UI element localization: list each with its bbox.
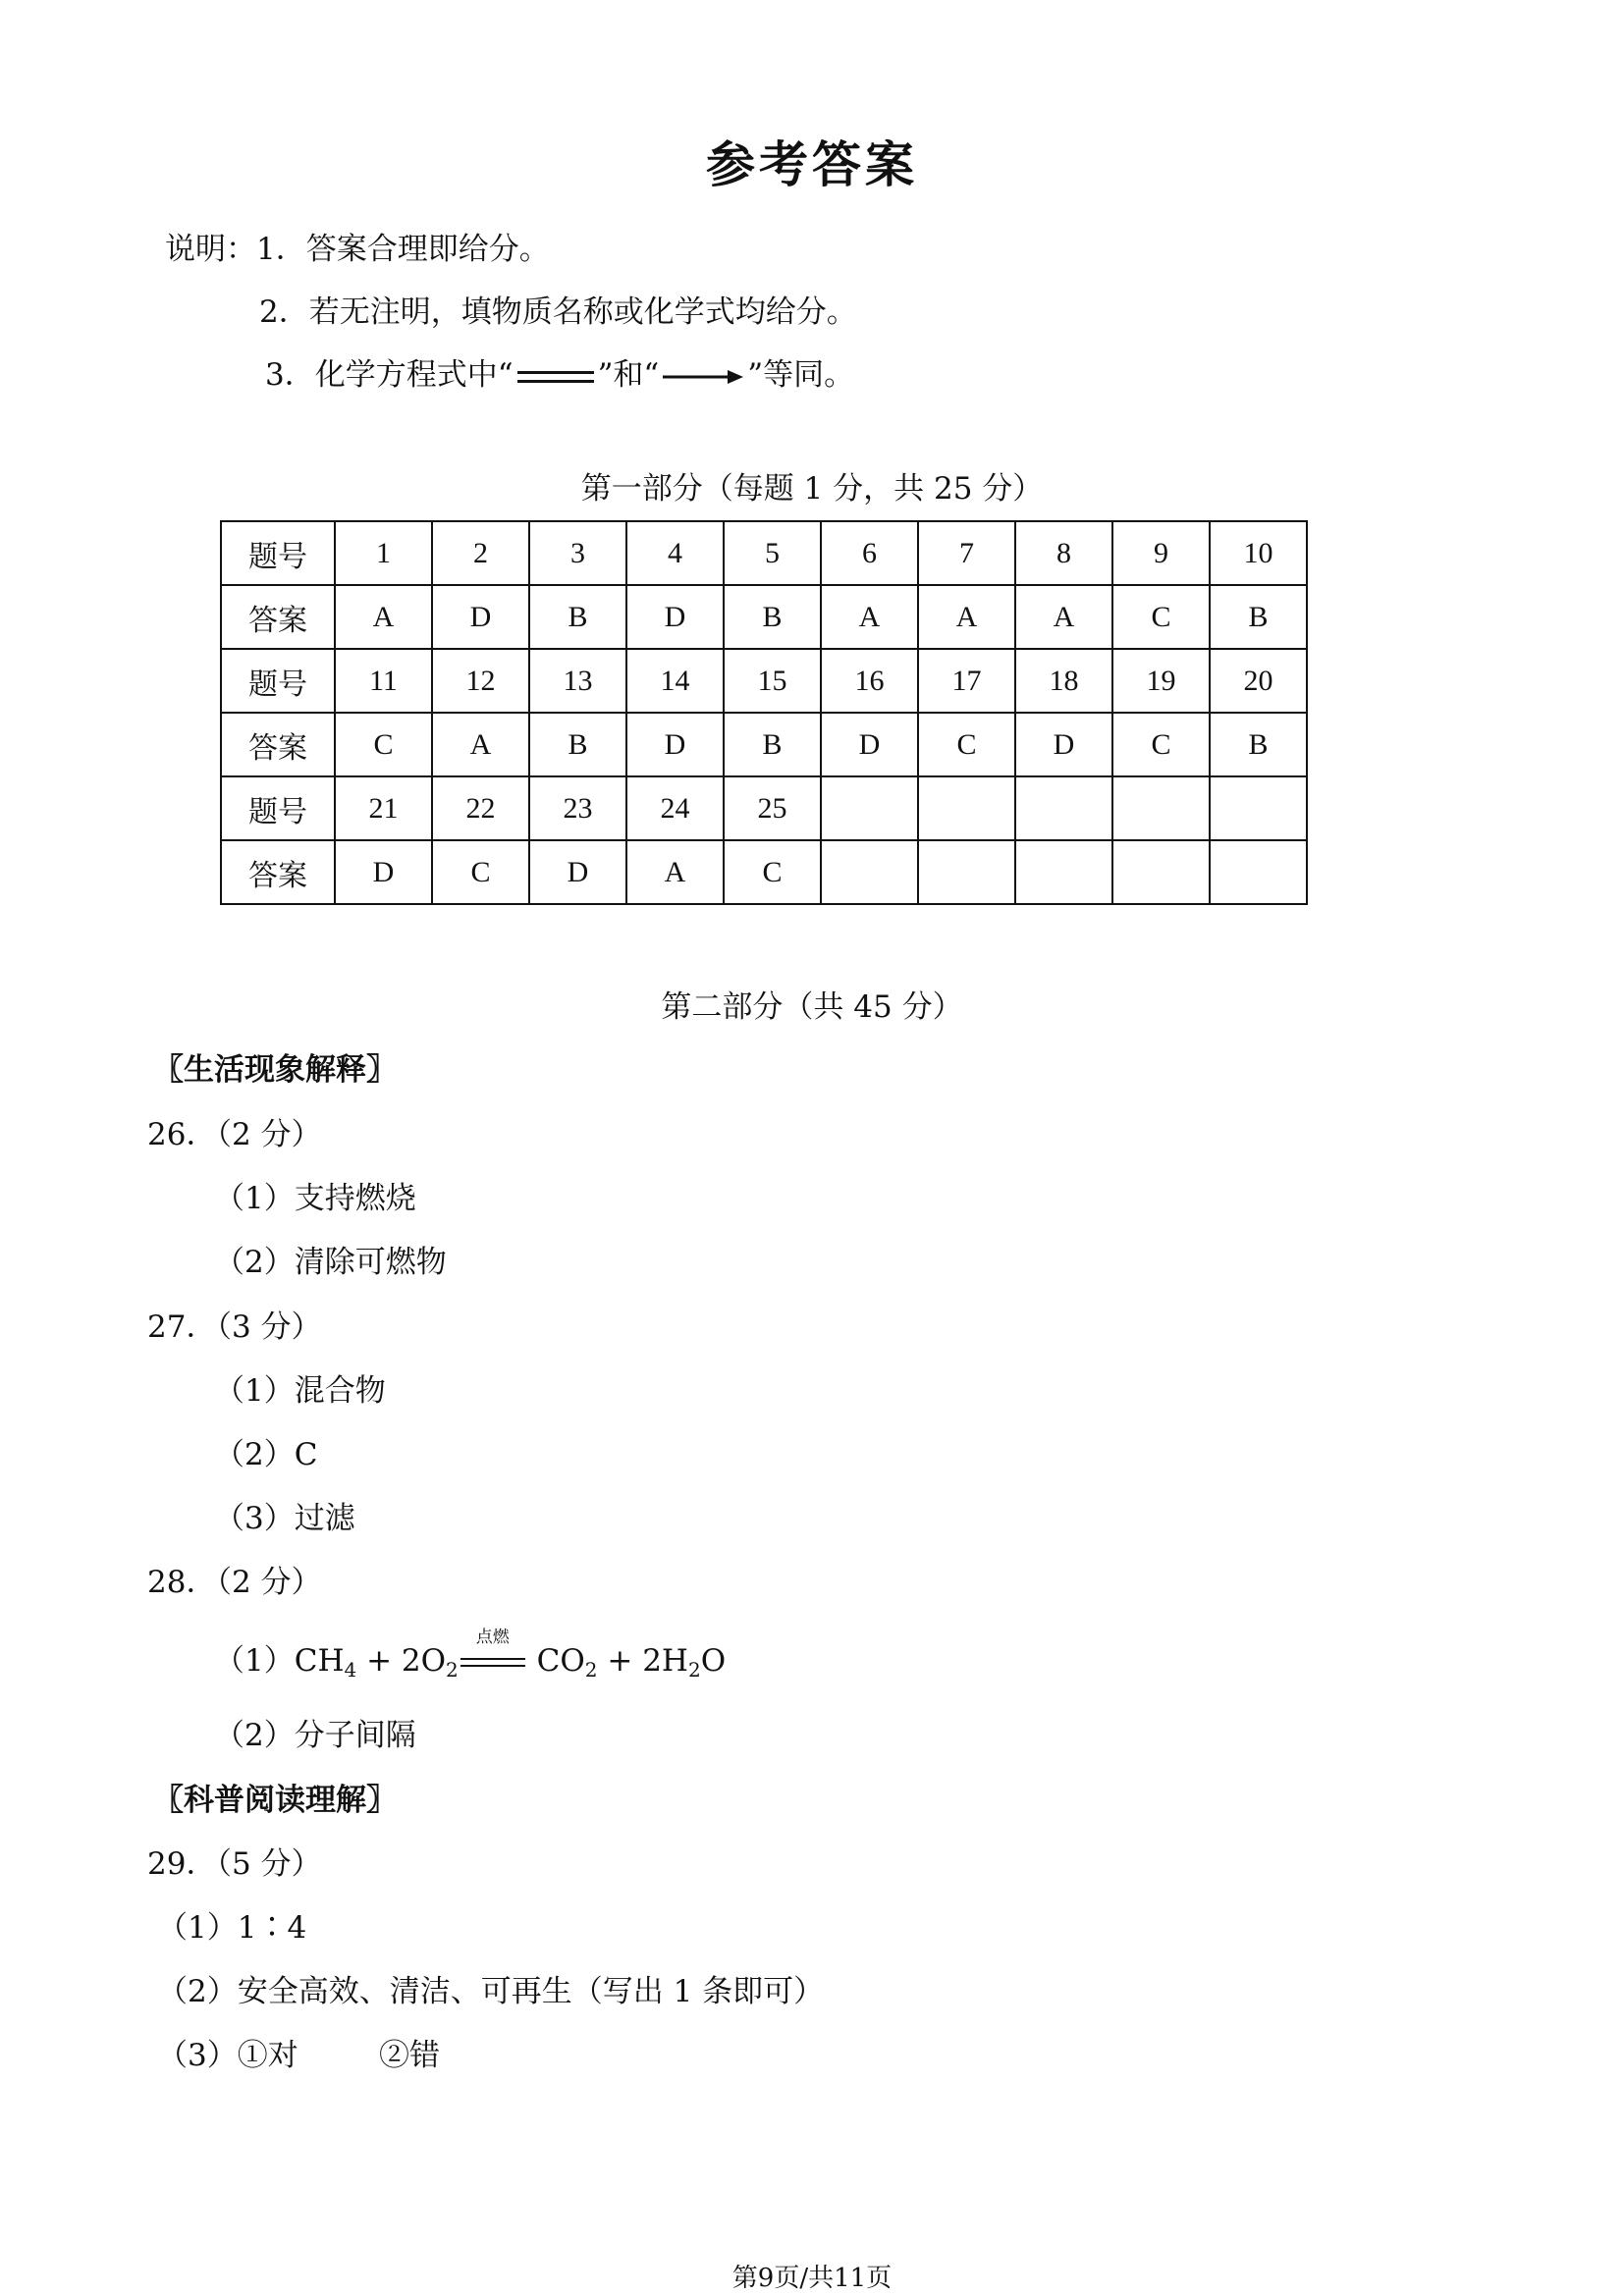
eq-o: O <box>700 1643 727 1679</box>
q28-answer-2: （2）分子间隔 <box>214 1718 416 1753</box>
part2-title: 第二部分（共 45 分） <box>661 989 963 1025</box>
question-cell: 17 <box>918 649 1015 713</box>
question-cell <box>1210 776 1307 840</box>
q26-header: 26．（2 分） <box>147 1117 322 1152</box>
question-cell: 22 <box>432 776 529 840</box>
note-1: 说明：1．答案合理即给分。 <box>165 232 550 267</box>
answer-cell: C <box>1112 713 1210 776</box>
q27-answer-3: （3）过滤 <box>214 1501 355 1536</box>
answer-cell: B <box>724 585 821 649</box>
page-title: 参考答案 <box>706 135 918 193</box>
answer-cell: D <box>335 840 432 904</box>
answer-cell: C <box>1112 585 1210 649</box>
condition-label: 点燃 <box>475 1627 510 1647</box>
answer-cell: B <box>529 585 626 649</box>
question-row-label: 题号 <box>221 521 335 585</box>
eq-sub-2c: 2 <box>687 1658 701 1682</box>
answer-cell: B <box>1210 585 1307 649</box>
section-life-phenomena: 〖生活现象解释〗 <box>153 1052 397 1088</box>
question-cell: 3 <box>529 521 626 585</box>
answer-cell: D <box>626 585 724 649</box>
answer-cell <box>1112 840 1210 904</box>
answer-cell: A <box>432 713 529 776</box>
question-cell: 20 <box>1210 649 1307 713</box>
answer-cell: A <box>626 840 724 904</box>
question-cell: 13 <box>529 649 626 713</box>
question-cell: 11 <box>335 649 432 713</box>
q27-answer-2: （2）C <box>214 1437 318 1472</box>
question-cell: 16 <box>821 649 918 713</box>
answer-row-label: 答案 <box>221 713 335 776</box>
equals-bars-icon <box>460 1658 525 1667</box>
q27-answer-1: （1）混合物 <box>214 1373 386 1409</box>
answer-cell: C <box>335 713 432 776</box>
q26-answer-2: （2）清除可燃物 <box>214 1245 447 1280</box>
note-3-middle: ”和“ <box>597 357 660 393</box>
question-cell: 1 <box>335 521 432 585</box>
question-cell: 19 <box>1112 649 1210 713</box>
part1-title: 第一部分（每题 1 分，共 25 分） <box>580 471 1044 507</box>
answer-cell: B <box>724 713 821 776</box>
eq-ch: （1）CH <box>214 1643 345 1679</box>
q26-answer-1: （1）支持燃烧 <box>214 1181 416 1216</box>
q29-header: 29．（5 分） <box>147 1846 322 1882</box>
answer-cell: B <box>529 713 626 776</box>
question-cell <box>918 776 1015 840</box>
answer-row-label: 答案 <box>221 840 335 904</box>
answer-cell: C <box>918 713 1015 776</box>
answer-cell: A <box>335 585 432 649</box>
q29-answer-2: （2）安全高效、清洁、可再生（写出 1 条即可） <box>157 1974 825 2009</box>
eq-plus-h: + 2H <box>597 1643 688 1679</box>
answer-cell: D <box>626 713 724 776</box>
question-cell: 24 <box>626 776 724 840</box>
eq-co: CO <box>526 1643 585 1679</box>
question-cell: 25 <box>724 776 821 840</box>
answer-cell <box>918 840 1015 904</box>
question-cell: 8 <box>1015 521 1112 585</box>
question-cell <box>1015 776 1112 840</box>
answer-cell: C <box>432 840 529 904</box>
answer-cell: D <box>821 713 918 776</box>
double-line-icon <box>517 371 594 383</box>
answer-cell: C <box>724 840 821 904</box>
q28-equation <box>214 1627 727 1682</box>
section-science-reading: 〖科普阅读理解〗 <box>153 1783 397 1818</box>
question-row <box>221 521 1307 585</box>
answer-cell: B <box>1210 713 1307 776</box>
question-cell: 14 <box>626 649 724 713</box>
answer-row <box>221 840 1307 904</box>
question-cell: 9 <box>1112 521 1210 585</box>
answer-cell: A <box>918 585 1015 649</box>
question-row <box>221 649 1307 713</box>
answer-row <box>221 585 1307 649</box>
note-2: 2．若无注明，填物质名称或化学式均给分。 <box>259 294 857 330</box>
reaction-condition <box>459 1627 527 1678</box>
eq-sub-4: 4 <box>344 1658 357 1682</box>
answer-table <box>220 520 1308 905</box>
q29-answer-1: （1）1∶4 <box>157 1910 307 1946</box>
question-row-label: 题号 <box>221 649 335 713</box>
eq-plus-o: + 2O <box>356 1643 447 1679</box>
answer-cell: A <box>821 585 918 649</box>
eq-sub-2a: 2 <box>446 1658 459 1682</box>
answer-row-label: 答案 <box>221 585 335 649</box>
question-cell: 4 <box>626 521 724 585</box>
note-3 <box>265 349 854 394</box>
q29-answer-3b: ②错 <box>379 2038 440 2073</box>
answer-cell <box>821 840 918 904</box>
q29-answer-3a: （3）①对 <box>157 2038 298 2073</box>
answer-cell: D <box>529 840 626 904</box>
question-cell: 6 <box>821 521 918 585</box>
question-cell: 10 <box>1210 521 1307 585</box>
question-cell: 2 <box>432 521 529 585</box>
q28-header: 28．（2 分） <box>147 1565 322 1600</box>
answer-cell: D <box>432 585 529 649</box>
question-cell: 18 <box>1015 649 1112 713</box>
answer-row <box>221 713 1307 776</box>
question-cell: 15 <box>724 649 821 713</box>
question-cell <box>821 776 918 840</box>
question-row <box>221 776 1307 840</box>
arrow-icon <box>663 367 743 387</box>
eq-sub-2b: 2 <box>584 1658 598 1682</box>
answer-cell <box>1210 840 1307 904</box>
answer-cell: A <box>1015 585 1112 649</box>
question-cell: 23 <box>529 776 626 840</box>
question-cell: 21 <box>335 776 432 840</box>
question-cell: 12 <box>432 649 529 713</box>
question-cell: 7 <box>918 521 1015 585</box>
answer-cell <box>1015 840 1112 904</box>
q27-header: 27．（3 分） <box>147 1309 322 1345</box>
question-row-label: 题号 <box>221 776 335 840</box>
answer-cell: D <box>1015 713 1112 776</box>
page-footer: 第9页/共11页 <box>731 2264 893 2293</box>
note-3-prefix: 3．化学方程式中“ <box>265 357 514 393</box>
note-3-suffix: ”等同。 <box>747 357 855 393</box>
question-cell <box>1112 776 1210 840</box>
question-cell: 5 <box>724 521 821 585</box>
